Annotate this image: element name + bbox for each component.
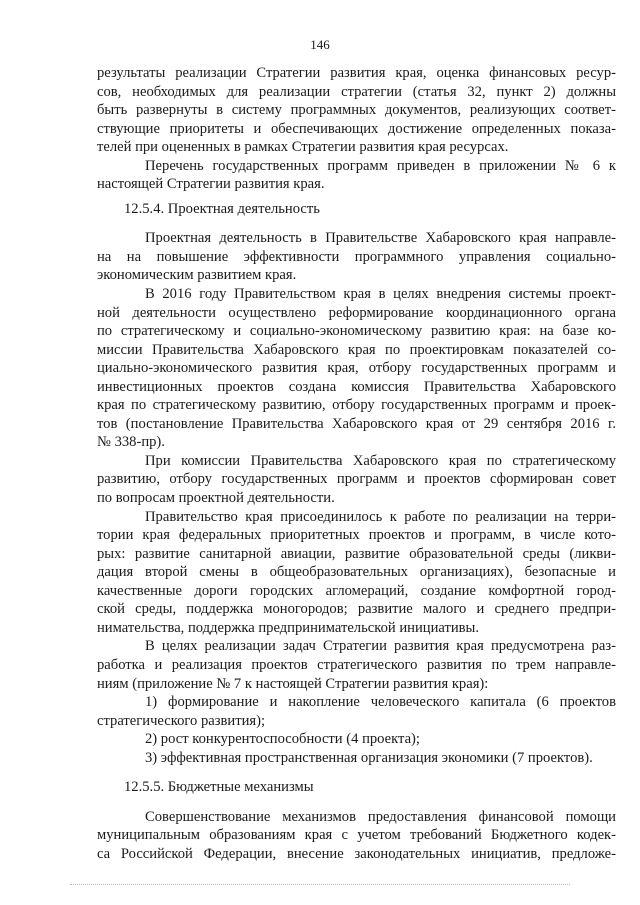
text-line: ниям (приложение № 7 к настоящей Стратегии развития края): xyxy=(97,675,489,692)
text-line: работка и реализация проектов стратегического развития по трем направле- xyxy=(97,656,616,673)
text-line: Совершенствование механизмов предоставления финансовой помощи xyxy=(145,808,616,825)
list-item: 3) эффективная пространственная организация экономики (7 проектов). xyxy=(145,749,593,766)
section-heading: 12.5.5. Бюджетные механизмы xyxy=(124,779,314,796)
text-line: ной деятельности осуществлено реформирование координационного органа xyxy=(97,304,616,321)
text-line: края по стратегическому развитию, отбору государственных программ и проек- xyxy=(97,397,616,414)
text-line: быть развернуты в систему программных документов, реализующих соответ- xyxy=(97,102,616,119)
page-number: 146 xyxy=(310,37,330,52)
list-item: 2) рост конкурентоспособности (4 проекта); xyxy=(145,731,420,748)
text-line: на на повышение эффективности программного управления социально- xyxy=(97,248,616,265)
text-line: При комиссии Правительства Хабаровского края по стратегическому xyxy=(145,452,616,469)
text-line: циально-экономического развития края, отбору государственных программ и xyxy=(97,360,616,377)
text-line: по вопросам проектной деятельности. xyxy=(97,490,335,507)
text-line: В целях реализации задач Стратегии развития края предусмотрена раз- xyxy=(145,638,616,655)
text-line: настоящей Стратегии развития края. xyxy=(97,176,325,193)
text-line: Перечень государственных программ приведен в приложении № 6 к xyxy=(145,157,616,174)
text-line: дация второй смены в общеобразовательных организациях), безопасные и xyxy=(97,564,616,581)
text-line: результаты реализации Стратегии развития края, оценка финансовых ресур- xyxy=(97,65,616,81)
list-item: 1) формирование и накопление человеческого капитала (6 проектов xyxy=(145,694,616,711)
text-line: рых: развитие санитарной авиации, развитие образовательной среды (ликви- xyxy=(97,545,616,562)
text-line: ствующие приоритеты и обеспечивающих достижение определенных показа- xyxy=(97,120,616,137)
list-item-continuation: стратегического развития); xyxy=(97,712,266,729)
section-heading: 12.5.4. Проектная деятельность xyxy=(124,200,320,217)
text-line: тов (постановление Правительства Хабаровского края от 29 сентября 2016 г. xyxy=(97,415,616,432)
text-line: муниципальным образованиям края с учетом требований Бюджетного кодек- xyxy=(97,827,616,844)
text-line: развитию, отбору государственных программ и проектов сформирован совет xyxy=(97,471,616,488)
text-line: сов, необходимых для реализации стратегии (статья 32, пункт 2) должны xyxy=(97,83,616,100)
text-line: инвестиционных проектов создана комиссия Правительства Хабаровского xyxy=(97,378,616,395)
text-line: телей при оцененных в рамках Стратегии развития края ресурсах. xyxy=(97,139,509,156)
text-line: тории края федеральных приоритетных проектов и программ, в числе кото- xyxy=(97,527,616,544)
text-line: экономическим развитием края. xyxy=(97,267,297,284)
scan-artifact-line xyxy=(70,884,570,886)
text-line: нимательства, поддержка предпринимательской инициативы. xyxy=(97,619,480,636)
text-line: Проектная деятельность в Правительстве Хабаровского края направле- xyxy=(145,230,616,247)
text-line: ской среды, поддержка моногородов; развитие малого и среднего предпри- xyxy=(97,601,616,618)
text-line: по стратегическому и социально-экономическому развитию края: на базе ко- xyxy=(97,323,616,340)
document-body xyxy=(97,64,616,863)
text-line: № 338-пр). xyxy=(97,434,165,451)
text-line: миссии Правительства Хабаровского края по проектировкам показателей со- xyxy=(97,341,616,358)
text-line: В 2016 году Правительством края в целях внедрения системы проект- xyxy=(145,286,616,303)
text-line: Правительство края присоединилось к работе по реализации на терри- xyxy=(145,508,616,525)
text-line: са Российской Федерации, внесение законодательных инициатив, предложе- xyxy=(97,845,616,862)
text-line: качественные дороги городских агломераций, создание комфортной город- xyxy=(97,582,616,599)
